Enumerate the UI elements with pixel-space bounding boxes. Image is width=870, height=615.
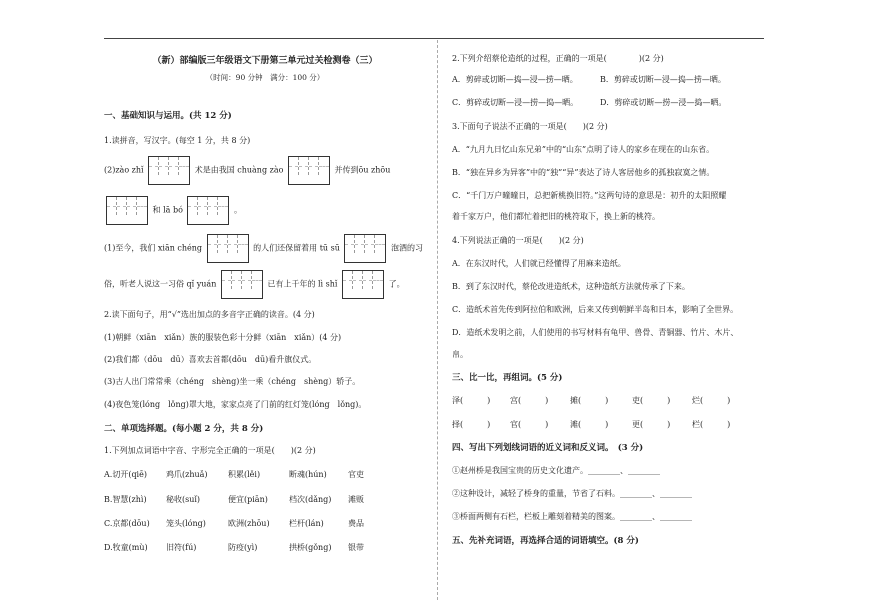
section-1-heading: 一、基础知识与运用。(共 12 分) bbox=[104, 111, 232, 121]
question-2-1: 1.下列加点词语中字音、字形完全正确的一项是( )(2 分) bbox=[104, 446, 316, 455]
option-a-1: A.切开(qiē) bbox=[104, 470, 147, 479]
option-c-3: 欧洲(zhōu) bbox=[228, 519, 270, 528]
exam-info: （时间：90 分钟 满分：100 分） bbox=[205, 73, 325, 82]
option-c-5: 费品 bbox=[348, 519, 364, 528]
writing-grid[interactable] bbox=[207, 234, 249, 263]
pinyin-text: 和 lā bó bbox=[152, 205, 183, 215]
option-c-2: 笼头(lóng) bbox=[166, 519, 206, 528]
question-2-4: 4.下列说法正确的一项是( )(2 分) bbox=[452, 236, 584, 245]
synonym-item-1: ①赵州桥是我国宝贵的历史文化遗产。________、________ bbox=[452, 466, 660, 475]
option-b-3: 便宜(piān) bbox=[228, 495, 268, 504]
option-b-1: B.智慧(zhì) bbox=[104, 495, 147, 504]
q2-option-d: D．剪碎或切断—捞—浸—捣—晒。 bbox=[600, 98, 727, 107]
option-d-1: D.牧童(mù) bbox=[104, 543, 148, 552]
question-1-2: 2.读下面句子，用“√”选出加点的多音字正确的读音。(4 分) bbox=[104, 310, 315, 319]
pinyin-text: 泡酒的习 bbox=[390, 243, 423, 253]
compare-10: 栏( ) bbox=[692, 420, 731, 429]
page-title: （新）部编版三年级语文下册第三单元过关检测卷（三） bbox=[152, 56, 378, 66]
writing-grid[interactable] bbox=[288, 156, 330, 185]
pinyin-text: 的人们还保留着用 tū sū bbox=[253, 243, 340, 253]
compare-5: 烂( ) bbox=[692, 396, 731, 405]
option-d-5: 银带 bbox=[348, 543, 364, 552]
pinyin-text: (1)至今，我们 xiān chéng bbox=[104, 243, 203, 253]
pinyin-text: 。 bbox=[234, 205, 242, 215]
option-d-2: 旧符(fú) bbox=[166, 543, 197, 552]
pinyin-row-2 bbox=[104, 196, 242, 225]
compare-3: 摊( ) bbox=[570, 396, 609, 405]
option-c-1: C.京都(dōu) bbox=[104, 519, 150, 528]
option-a-2: 鸡爪(zhuǎ) bbox=[166, 470, 208, 479]
reading-item-1: (1)朝鲜（xiān xiǎn）族的服装色彩十分鲜（xiān xiǎn）(4 分) bbox=[104, 333, 342, 342]
section-3-heading: 三、比一比，再组词。(5 分) bbox=[452, 373, 563, 383]
q2-option-a: A．剪碎或切断—捣—浸—捞—晒。 bbox=[452, 75, 578, 84]
option-c-4: 栏杆(lán) bbox=[289, 519, 324, 528]
compare-1: 泽( ) bbox=[452, 396, 491, 405]
q3-option-b: B．“独在异乡为异客”中的“独”“异”表达了诗人客居他乡的孤独寂寞之情。 bbox=[452, 168, 715, 177]
option-a-3: 积累(lěi) bbox=[228, 470, 261, 479]
section-4-heading: 四、写出下列划线词语的近义词和反义词。 (3 分) bbox=[452, 443, 644, 453]
q3-option-c-line1: C．“千门万户曈曈日，总把新桃换旧符。”这两句诗的意思是：初升的太阳照耀 bbox=[452, 191, 727, 200]
compare-6: 择( ) bbox=[452, 420, 491, 429]
pinyin-row-3 bbox=[104, 234, 423, 263]
q4-option-a: A．在东汉时代，人们就已经懂得了用麻来造纸。 bbox=[452, 259, 626, 268]
q4-option-c: C．造纸术首先传到阿拉伯和欧洲，后来又传到朝鲜半岛和日本，影响了全世界。 bbox=[452, 305, 739, 314]
q3-option-c-line2: 着千家万户，他们都忙着把旧的桃符取下，换上新的桃符。 bbox=[452, 212, 660, 221]
compare-8: 滩( ) bbox=[570, 420, 609, 429]
question-1-1: 1.读拼音，写汉字。(每空 1 分，共 8 分) bbox=[104, 136, 251, 145]
reading-item-3: (3)古人出门常常乘（chéng shèng)坐一乘（chéng shèng）轿子。 bbox=[104, 377, 361, 386]
section-2-heading: 二、单项选择题。(每小题 2 分，共 8 分) bbox=[104, 424, 264, 434]
option-a-4: 断魂(hún) bbox=[289, 470, 327, 479]
q3-option-a: A．“九月九日忆山东兄弟”中的“山东”点明了诗人的家乡在现在的山东省。 bbox=[452, 145, 715, 154]
q4-option-d-line2: 帛。 bbox=[452, 350, 468, 359]
option-b-2: 秘收(suǐ) bbox=[166, 495, 201, 504]
pinyin-text: (2)zào zhǐ bbox=[104, 165, 144, 175]
writing-grid[interactable] bbox=[221, 270, 263, 299]
compare-4: 吏( ) bbox=[632, 396, 671, 405]
writing-grid[interactable] bbox=[148, 156, 190, 185]
option-b-5: 滩贩 bbox=[348, 495, 364, 504]
q4-option-d-line1: D．造纸术发明之前，人们使用的书写材料有龟甲、兽骨、青铜器、竹片、木片、 bbox=[452, 328, 739, 337]
synonym-item-2: ②这种设计，减轻了桥身的重量，节省了石料。________、________ bbox=[452, 489, 692, 498]
pinyin-text: 了。 bbox=[388, 279, 405, 289]
compare-2: 宫( ) bbox=[510, 396, 549, 405]
option-d-4: 拱桥(gǒng) bbox=[289, 543, 332, 552]
writing-grid[interactable] bbox=[344, 234, 386, 263]
option-b-4: 档次(dǎng) bbox=[289, 495, 332, 504]
pinyin-text: 术是由我国 chuàng zào bbox=[194, 165, 284, 175]
column-divider bbox=[437, 40, 438, 600]
pinyin-row-1 bbox=[104, 156, 390, 185]
compare-9: 更( ) bbox=[632, 420, 671, 429]
q2-option-c: C．剪碎或切断—浸—捞—捣—晒。 bbox=[452, 98, 579, 107]
writing-grid[interactable] bbox=[106, 196, 148, 225]
pinyin-text: 并传到ōu zhōu bbox=[334, 165, 391, 175]
option-d-3: 防疫(yì) bbox=[228, 543, 258, 552]
pinyin-text: 已有上千年的 lì shǐ bbox=[267, 279, 338, 289]
question-2-2: 2.下列介绍蔡伦造纸的过程，正确的一项是( )(2 分) bbox=[452, 54, 664, 63]
reading-item-2: (2)我们都（dōu dū）喜欢去首都(dōu dū)看升旗仪式。 bbox=[104, 355, 317, 364]
top-rule bbox=[104, 38, 764, 39]
writing-grid[interactable] bbox=[187, 196, 229, 225]
synonym-item-3: ③桥面两侧有石栏，栏板上雕刻着精美的图案。________、________ bbox=[452, 512, 692, 521]
writing-grid[interactable] bbox=[342, 270, 384, 299]
pinyin-text: 俗，听老人说这一习俗 qǐ yuán bbox=[104, 279, 217, 289]
q4-option-b: B．到了东汉时代，蔡伦改进造纸术，这种造纸方法就传承了下来。 bbox=[452, 282, 690, 291]
section-5-heading: 五、先补充词语，再选择合适的词语填空。(8 分) bbox=[452, 536, 639, 546]
option-a-5: 官吏 bbox=[348, 470, 364, 479]
reading-item-4: (4)夜色笼(lóng lǒng)罩大地，家家点亮了门前的红灯笼(lóng lǒng)。 bbox=[104, 400, 367, 409]
q2-option-b: B．剪碎或切断—浸—捣—捞—晒。 bbox=[600, 75, 726, 84]
question-2-3: 3.下面句子说法不正确的一项是( )(2 分) bbox=[452, 122, 608, 131]
pinyin-row-4 bbox=[104, 270, 405, 299]
compare-7: 官( ) bbox=[510, 420, 549, 429]
